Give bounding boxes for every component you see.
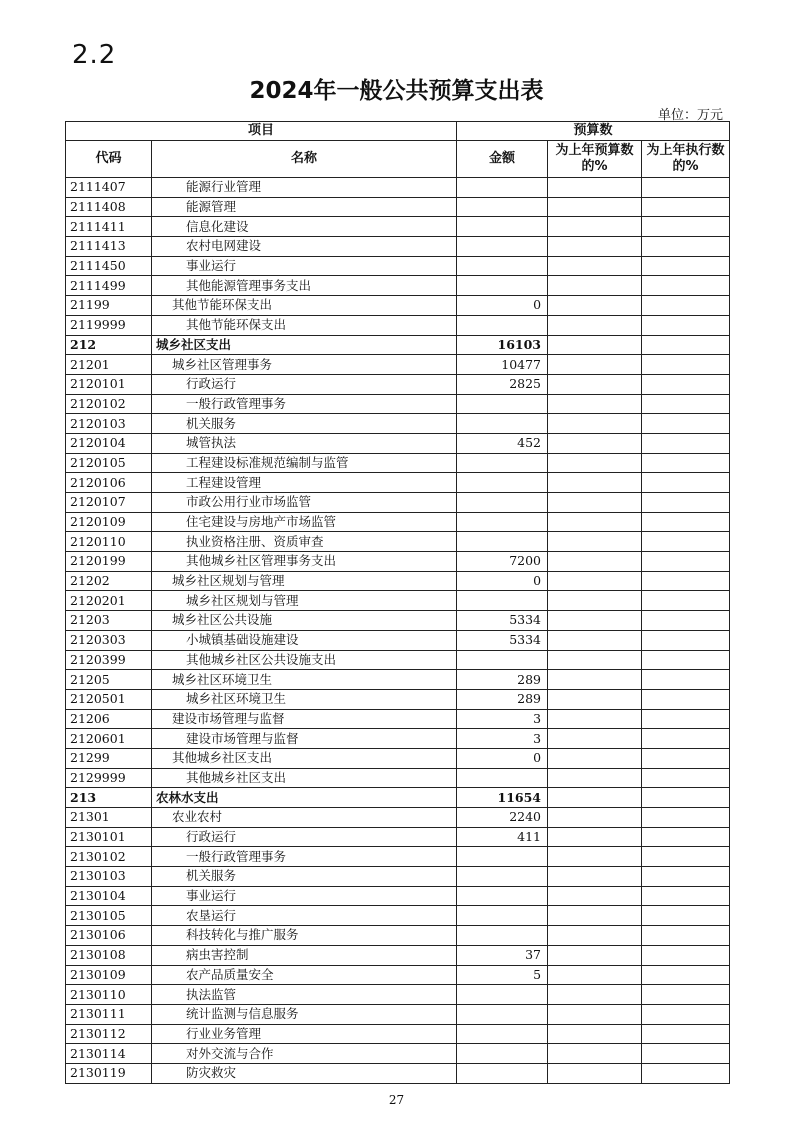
vs-prev-exec-cell <box>642 512 730 532</box>
vs-prev-exec-cell <box>642 808 730 828</box>
vs-prev-budget-cell <box>548 670 642 690</box>
code-cell: 2111499 <box>66 276 152 296</box>
code-cell: 2130109 <box>66 965 152 985</box>
table-row <box>66 315 730 335</box>
budget-table <box>65 121 730 1084</box>
table-row <box>66 729 730 749</box>
table-row <box>66 1004 730 1024</box>
amount-cell: 3 <box>457 709 548 729</box>
vs-prev-budget-cell <box>548 1024 642 1044</box>
vs-prev-exec-cell <box>642 630 730 650</box>
code-cell: 2120201 <box>66 591 152 611</box>
vs-prev-exec-cell <box>642 335 730 355</box>
code-cell: 21203 <box>66 611 152 631</box>
name-cell: 其他城乡社区公共设施支出 <box>152 650 457 670</box>
code-cell: 2120303 <box>66 630 152 650</box>
name-cell: 行政运行 <box>152 827 457 847</box>
amount-cell <box>457 394 548 414</box>
code-cell: 21201 <box>66 355 152 375</box>
table-row <box>66 374 730 394</box>
code-cell: 2130111 <box>66 1004 152 1024</box>
table-row <box>66 847 730 867</box>
code-cell: 2130119 <box>66 1063 152 1083</box>
name-cell: 城乡社区管理事务 <box>152 355 457 375</box>
table-row <box>66 571 730 591</box>
name-cell: 农产品质量安全 <box>152 965 457 985</box>
vs-prev-exec-cell <box>642 217 730 237</box>
vs-prev-exec-cell <box>642 788 730 808</box>
amount-cell: 2825 <box>457 374 548 394</box>
code-cell: 21202 <box>66 571 152 591</box>
name-cell: 机关服务 <box>152 414 457 434</box>
vs-prev-budget-cell <box>548 1004 642 1024</box>
vs-prev-budget-cell <box>548 276 642 296</box>
code-cell: 2120107 <box>66 493 152 513</box>
amount-cell: 5 <box>457 965 548 985</box>
amount-cell: 289 <box>457 670 548 690</box>
vs-prev-budget-cell <box>548 945 642 965</box>
amount-cell <box>457 768 548 788</box>
code-cell: 2129999 <box>66 768 152 788</box>
amount-cell: 3 <box>457 729 548 749</box>
vs-prev-budget-cell <box>548 296 642 316</box>
code-cell: 2130103 <box>66 867 152 887</box>
vs-prev-exec-cell <box>642 867 730 887</box>
amount-cell <box>457 276 548 296</box>
name-cell: 执业资格注册、资质审查 <box>152 532 457 552</box>
amount-cell: 0 <box>457 296 548 316</box>
vs-prev-exec-cell <box>642 926 730 946</box>
table-row <box>66 433 730 453</box>
table-row <box>66 630 730 650</box>
vs-prev-exec-cell <box>642 453 730 473</box>
vs-prev-budget-cell <box>548 571 642 591</box>
amount-cell <box>457 453 548 473</box>
table-row <box>66 512 730 532</box>
vs-prev-exec-cell <box>642 256 730 276</box>
vs-prev-budget-cell <box>548 552 642 572</box>
vs-prev-budget-cell <box>548 414 642 434</box>
vs-prev-budget-cell <box>548 729 642 749</box>
vs-prev-budget-cell <box>548 335 642 355</box>
header-vs-prev-exec: 为上年执行数的% <box>642 141 730 178</box>
name-cell: 行政运行 <box>152 374 457 394</box>
vs-prev-exec-cell <box>642 571 730 591</box>
vs-prev-exec-cell <box>642 532 730 552</box>
name-cell: 工程建设管理 <box>152 473 457 493</box>
table-row <box>66 532 730 552</box>
code-cell: 2120601 <box>66 729 152 749</box>
code-cell: 2120109 <box>66 512 152 532</box>
table-row <box>66 296 730 316</box>
vs-prev-budget-cell <box>548 374 642 394</box>
table-row <box>66 335 730 355</box>
amount-cell: 5334 <box>457 630 548 650</box>
name-cell: 农村电网建设 <box>152 237 457 257</box>
vs-prev-budget-cell <box>548 709 642 729</box>
name-cell: 能源行业管理 <box>152 178 457 198</box>
amount-cell <box>457 847 548 867</box>
vs-prev-exec-cell <box>642 178 730 198</box>
amount-cell <box>457 197 548 217</box>
vs-prev-exec-cell <box>642 945 730 965</box>
amount-cell <box>457 178 548 198</box>
name-cell: 住宅建设与房地产市场监管 <box>152 512 457 532</box>
vs-prev-budget-cell <box>548 237 642 257</box>
code-cell: 21299 <box>66 748 152 768</box>
amount-cell <box>457 532 548 552</box>
code-cell: 2120103 <box>66 414 152 434</box>
code-cell: 2130101 <box>66 827 152 847</box>
name-cell: 工程建设标准规范编制与监管 <box>152 453 457 473</box>
vs-prev-budget-cell <box>548 473 642 493</box>
name-cell: 城乡社区环境卫生 <box>152 670 457 690</box>
code-cell: 21205 <box>66 670 152 690</box>
table-row <box>66 552 730 572</box>
code-cell: 2120105 <box>66 453 152 473</box>
table-row <box>66 906 730 926</box>
code-cell: 2120106 <box>66 473 152 493</box>
vs-prev-budget-cell <box>548 867 642 887</box>
table-row <box>66 670 730 690</box>
amount-cell <box>457 1004 548 1024</box>
code-cell: 2111411 <box>66 217 152 237</box>
vs-prev-budget-cell <box>548 197 642 217</box>
name-cell: 城乡社区规划与管理 <box>152 571 457 591</box>
amount-cell: 10477 <box>457 355 548 375</box>
header-amount: 金额 <box>457 141 548 178</box>
table-header <box>66 122 730 178</box>
amount-cell <box>457 886 548 906</box>
code-cell: 2119999 <box>66 315 152 335</box>
vs-prev-budget-cell <box>548 965 642 985</box>
amount-cell: 0 <box>457 571 548 591</box>
vs-prev-budget-cell <box>548 827 642 847</box>
vs-prev-budget-cell <box>548 1063 642 1083</box>
vs-prev-exec-cell <box>642 650 730 670</box>
name-cell: 其他城乡社区管理事务支出 <box>152 552 457 572</box>
name-cell: 事业运行 <box>152 886 457 906</box>
amount-cell <box>457 591 548 611</box>
vs-prev-budget-cell <box>548 217 642 237</box>
code-cell: 2120104 <box>66 433 152 453</box>
name-cell: 建设市场管理与监督 <box>152 729 457 749</box>
name-cell: 城乡社区规划与管理 <box>152 591 457 611</box>
code-cell: 2120110 <box>66 532 152 552</box>
name-cell: 统计监测与信息服务 <box>152 1004 457 1024</box>
code-cell: 2111408 <box>66 197 152 217</box>
amount-cell: 0 <box>457 748 548 768</box>
name-cell: 城乡社区支出 <box>152 335 457 355</box>
name-cell: 农垦运行 <box>152 906 457 926</box>
table-row <box>66 237 730 257</box>
header-project: 项目 <box>66 122 457 141</box>
vs-prev-exec-cell <box>642 374 730 394</box>
table-row <box>66 788 730 808</box>
vs-prev-exec-cell <box>642 768 730 788</box>
vs-prev-budget-cell <box>548 689 642 709</box>
code-cell: 21206 <box>66 709 152 729</box>
vs-prev-exec-cell <box>642 197 730 217</box>
vs-prev-budget-cell <box>548 768 642 788</box>
table-row <box>66 217 730 237</box>
amount-cell: 16103 <box>457 335 548 355</box>
table-row <box>66 748 730 768</box>
page-number: 27 <box>388 1093 405 1107</box>
vs-prev-exec-cell <box>642 670 730 690</box>
table-row <box>66 414 730 434</box>
name-cell: 事业运行 <box>152 256 457 276</box>
amount-cell <box>457 493 548 513</box>
vs-prev-budget-cell <box>548 985 642 1005</box>
name-cell: 农林水支出 <box>152 788 457 808</box>
name-cell: 小城镇基础设施建设 <box>152 630 457 650</box>
header-name: 名称 <box>152 141 457 178</box>
table-row <box>66 709 730 729</box>
amount-cell <box>457 512 548 532</box>
table-row <box>66 256 730 276</box>
vs-prev-budget-cell <box>548 453 642 473</box>
table-body <box>66 178 730 1084</box>
vs-prev-budget-cell <box>548 748 642 768</box>
table-row <box>66 197 730 217</box>
vs-prev-exec-cell <box>642 1004 730 1024</box>
vs-prev-budget-cell <box>548 886 642 906</box>
vs-prev-budget-cell <box>548 256 642 276</box>
code-cell: 2111413 <box>66 237 152 257</box>
vs-prev-exec-cell <box>642 729 730 749</box>
code-cell: 2130104 <box>66 886 152 906</box>
table-row <box>66 827 730 847</box>
amount-cell: 5334 <box>457 611 548 631</box>
table-row <box>66 1044 730 1064</box>
name-cell: 对外交流与合作 <box>152 1044 457 1064</box>
name-cell: 农业农村 <box>152 808 457 828</box>
code-cell: 213 <box>66 788 152 808</box>
code-cell: 21301 <box>66 808 152 828</box>
amount-cell: 452 <box>457 433 548 453</box>
table-row <box>66 985 730 1005</box>
name-cell: 病虫害控制 <box>152 945 457 965</box>
table-row <box>66 965 730 985</box>
table-row <box>66 689 730 709</box>
code-cell: 2130102 <box>66 847 152 867</box>
header-code: 代码 <box>66 141 152 178</box>
amount-cell: 11654 <box>457 788 548 808</box>
vs-prev-budget-cell <box>548 315 642 335</box>
vs-prev-budget-cell <box>548 355 642 375</box>
vs-prev-exec-cell <box>642 1024 730 1044</box>
amount-cell <box>457 315 548 335</box>
amount-cell: 2240 <box>457 808 548 828</box>
vs-prev-budget-cell <box>548 808 642 828</box>
code-cell: 2120101 <box>66 374 152 394</box>
vs-prev-budget-cell <box>548 906 642 926</box>
table-row <box>66 276 730 296</box>
code-cell: 2111450 <box>66 256 152 276</box>
table-row <box>66 178 730 198</box>
vs-prev-exec-cell <box>642 906 730 926</box>
code-cell: 212 <box>66 335 152 355</box>
code-cell: 2130106 <box>66 926 152 946</box>
name-cell: 其他城乡社区支出 <box>152 768 457 788</box>
table-row <box>66 453 730 473</box>
vs-prev-budget-cell <box>548 650 642 670</box>
code-cell: 2120199 <box>66 552 152 572</box>
table-row <box>66 886 730 906</box>
code-cell: 2130110 <box>66 985 152 1005</box>
code-cell: 2120399 <box>66 650 152 670</box>
name-cell: 能源管理 <box>152 197 457 217</box>
vs-prev-budget-cell <box>548 532 642 552</box>
table-row <box>66 650 730 670</box>
vs-prev-exec-cell <box>642 965 730 985</box>
code-cell: 2130108 <box>66 945 152 965</box>
vs-prev-exec-cell <box>642 709 730 729</box>
amount-cell: 289 <box>457 689 548 709</box>
vs-prev-budget-cell <box>548 630 642 650</box>
vs-prev-budget-cell <box>548 1044 642 1064</box>
amount-cell <box>457 256 548 276</box>
code-cell: 2120102 <box>66 394 152 414</box>
code-cell: 21199 <box>66 296 152 316</box>
vs-prev-budget-cell <box>548 847 642 867</box>
name-cell: 防灾救灾 <box>152 1063 457 1083</box>
table-row <box>66 867 730 887</box>
name-cell: 城管执法 <box>152 433 457 453</box>
name-cell: 科技转化与推广服务 <box>152 926 457 946</box>
vs-prev-budget-cell <box>548 788 642 808</box>
amount-cell <box>457 650 548 670</box>
table-row <box>66 394 730 414</box>
code-cell: 2120501 <box>66 689 152 709</box>
name-cell: 其他节能环保支出 <box>152 296 457 316</box>
vs-prev-exec-cell <box>642 355 730 375</box>
table-row <box>66 945 730 965</box>
vs-prev-exec-cell <box>642 296 730 316</box>
amount-cell <box>457 217 548 237</box>
name-cell: 其他能源管理事务支出 <box>152 276 457 296</box>
amount-cell <box>457 1044 548 1064</box>
name-cell: 机关服务 <box>152 867 457 887</box>
vs-prev-budget-cell <box>548 926 642 946</box>
code-cell: 2130105 <box>66 906 152 926</box>
header-budget: 预算数 <box>457 122 730 141</box>
name-cell: 城乡社区环境卫生 <box>152 689 457 709</box>
vs-prev-exec-cell <box>642 1044 730 1064</box>
vs-prev-exec-cell <box>642 493 730 513</box>
amount-cell: 37 <box>457 945 548 965</box>
vs-prev-budget-cell <box>548 493 642 513</box>
unit-label: 单位：万元 <box>657 108 723 123</box>
table-row <box>66 473 730 493</box>
vs-prev-exec-cell <box>642 1063 730 1083</box>
vs-prev-exec-cell <box>642 414 730 434</box>
vs-prev-budget-cell <box>548 591 642 611</box>
amount-cell <box>457 237 548 257</box>
page-title: 2024年一般公共预算支出表 <box>249 78 544 104</box>
vs-prev-exec-cell <box>642 473 730 493</box>
vs-prev-budget-cell <box>548 394 642 414</box>
amount-cell <box>457 1063 548 1083</box>
table-row <box>66 1063 730 1083</box>
vs-prev-exec-cell <box>642 315 730 335</box>
name-cell: 一般行政管理事务 <box>152 394 457 414</box>
table-row <box>66 808 730 828</box>
code-cell: 2130114 <box>66 1044 152 1064</box>
section-number: 2.2 <box>72 40 117 70</box>
vs-prev-exec-cell <box>642 985 730 1005</box>
table-row <box>66 591 730 611</box>
vs-prev-exec-cell <box>642 847 730 867</box>
table-row <box>66 493 730 513</box>
vs-prev-exec-cell <box>642 394 730 414</box>
header-vs-prev-budget: 为上年预算数的% <box>548 141 642 178</box>
name-cell: 行业业务管理 <box>152 1024 457 1044</box>
amount-cell: 7200 <box>457 552 548 572</box>
amount-cell <box>457 867 548 887</box>
amount-cell <box>457 906 548 926</box>
name-cell: 其他城乡社区支出 <box>152 748 457 768</box>
amount-cell: 411 <box>457 827 548 847</box>
table-row <box>66 1024 730 1044</box>
vs-prev-exec-cell <box>642 433 730 453</box>
amount-cell <box>457 926 548 946</box>
vs-prev-exec-cell <box>642 552 730 572</box>
table-row <box>66 611 730 631</box>
table-row <box>66 355 730 375</box>
vs-prev-exec-cell <box>642 591 730 611</box>
vs-prev-exec-cell <box>642 237 730 257</box>
name-cell: 其他节能环保支出 <box>152 315 457 335</box>
vs-prev-exec-cell <box>642 886 730 906</box>
name-cell: 执法监管 <box>152 985 457 1005</box>
vs-prev-exec-cell <box>642 748 730 768</box>
amount-cell <box>457 1024 548 1044</box>
table-row <box>66 926 730 946</box>
vs-prev-budget-cell <box>548 178 642 198</box>
name-cell: 一般行政管理事务 <box>152 847 457 867</box>
vs-prev-budget-cell <box>548 433 642 453</box>
vs-prev-budget-cell <box>548 611 642 631</box>
amount-cell <box>457 414 548 434</box>
name-cell: 市政公用行业市场监管 <box>152 493 457 513</box>
name-cell: 城乡社区公共设施 <box>152 611 457 631</box>
name-cell: 建设市场管理与监督 <box>152 709 457 729</box>
amount-cell <box>457 473 548 493</box>
code-cell: 2130112 <box>66 1024 152 1044</box>
name-cell: 信息化建设 <box>152 217 457 237</box>
vs-prev-exec-cell <box>642 827 730 847</box>
code-cell: 2111407 <box>66 178 152 198</box>
table-row <box>66 768 730 788</box>
amount-cell <box>457 985 548 1005</box>
vs-prev-exec-cell <box>642 611 730 631</box>
vs-prev-exec-cell <box>642 689 730 709</box>
vs-prev-budget-cell <box>548 512 642 532</box>
vs-prev-exec-cell <box>642 276 730 296</box>
